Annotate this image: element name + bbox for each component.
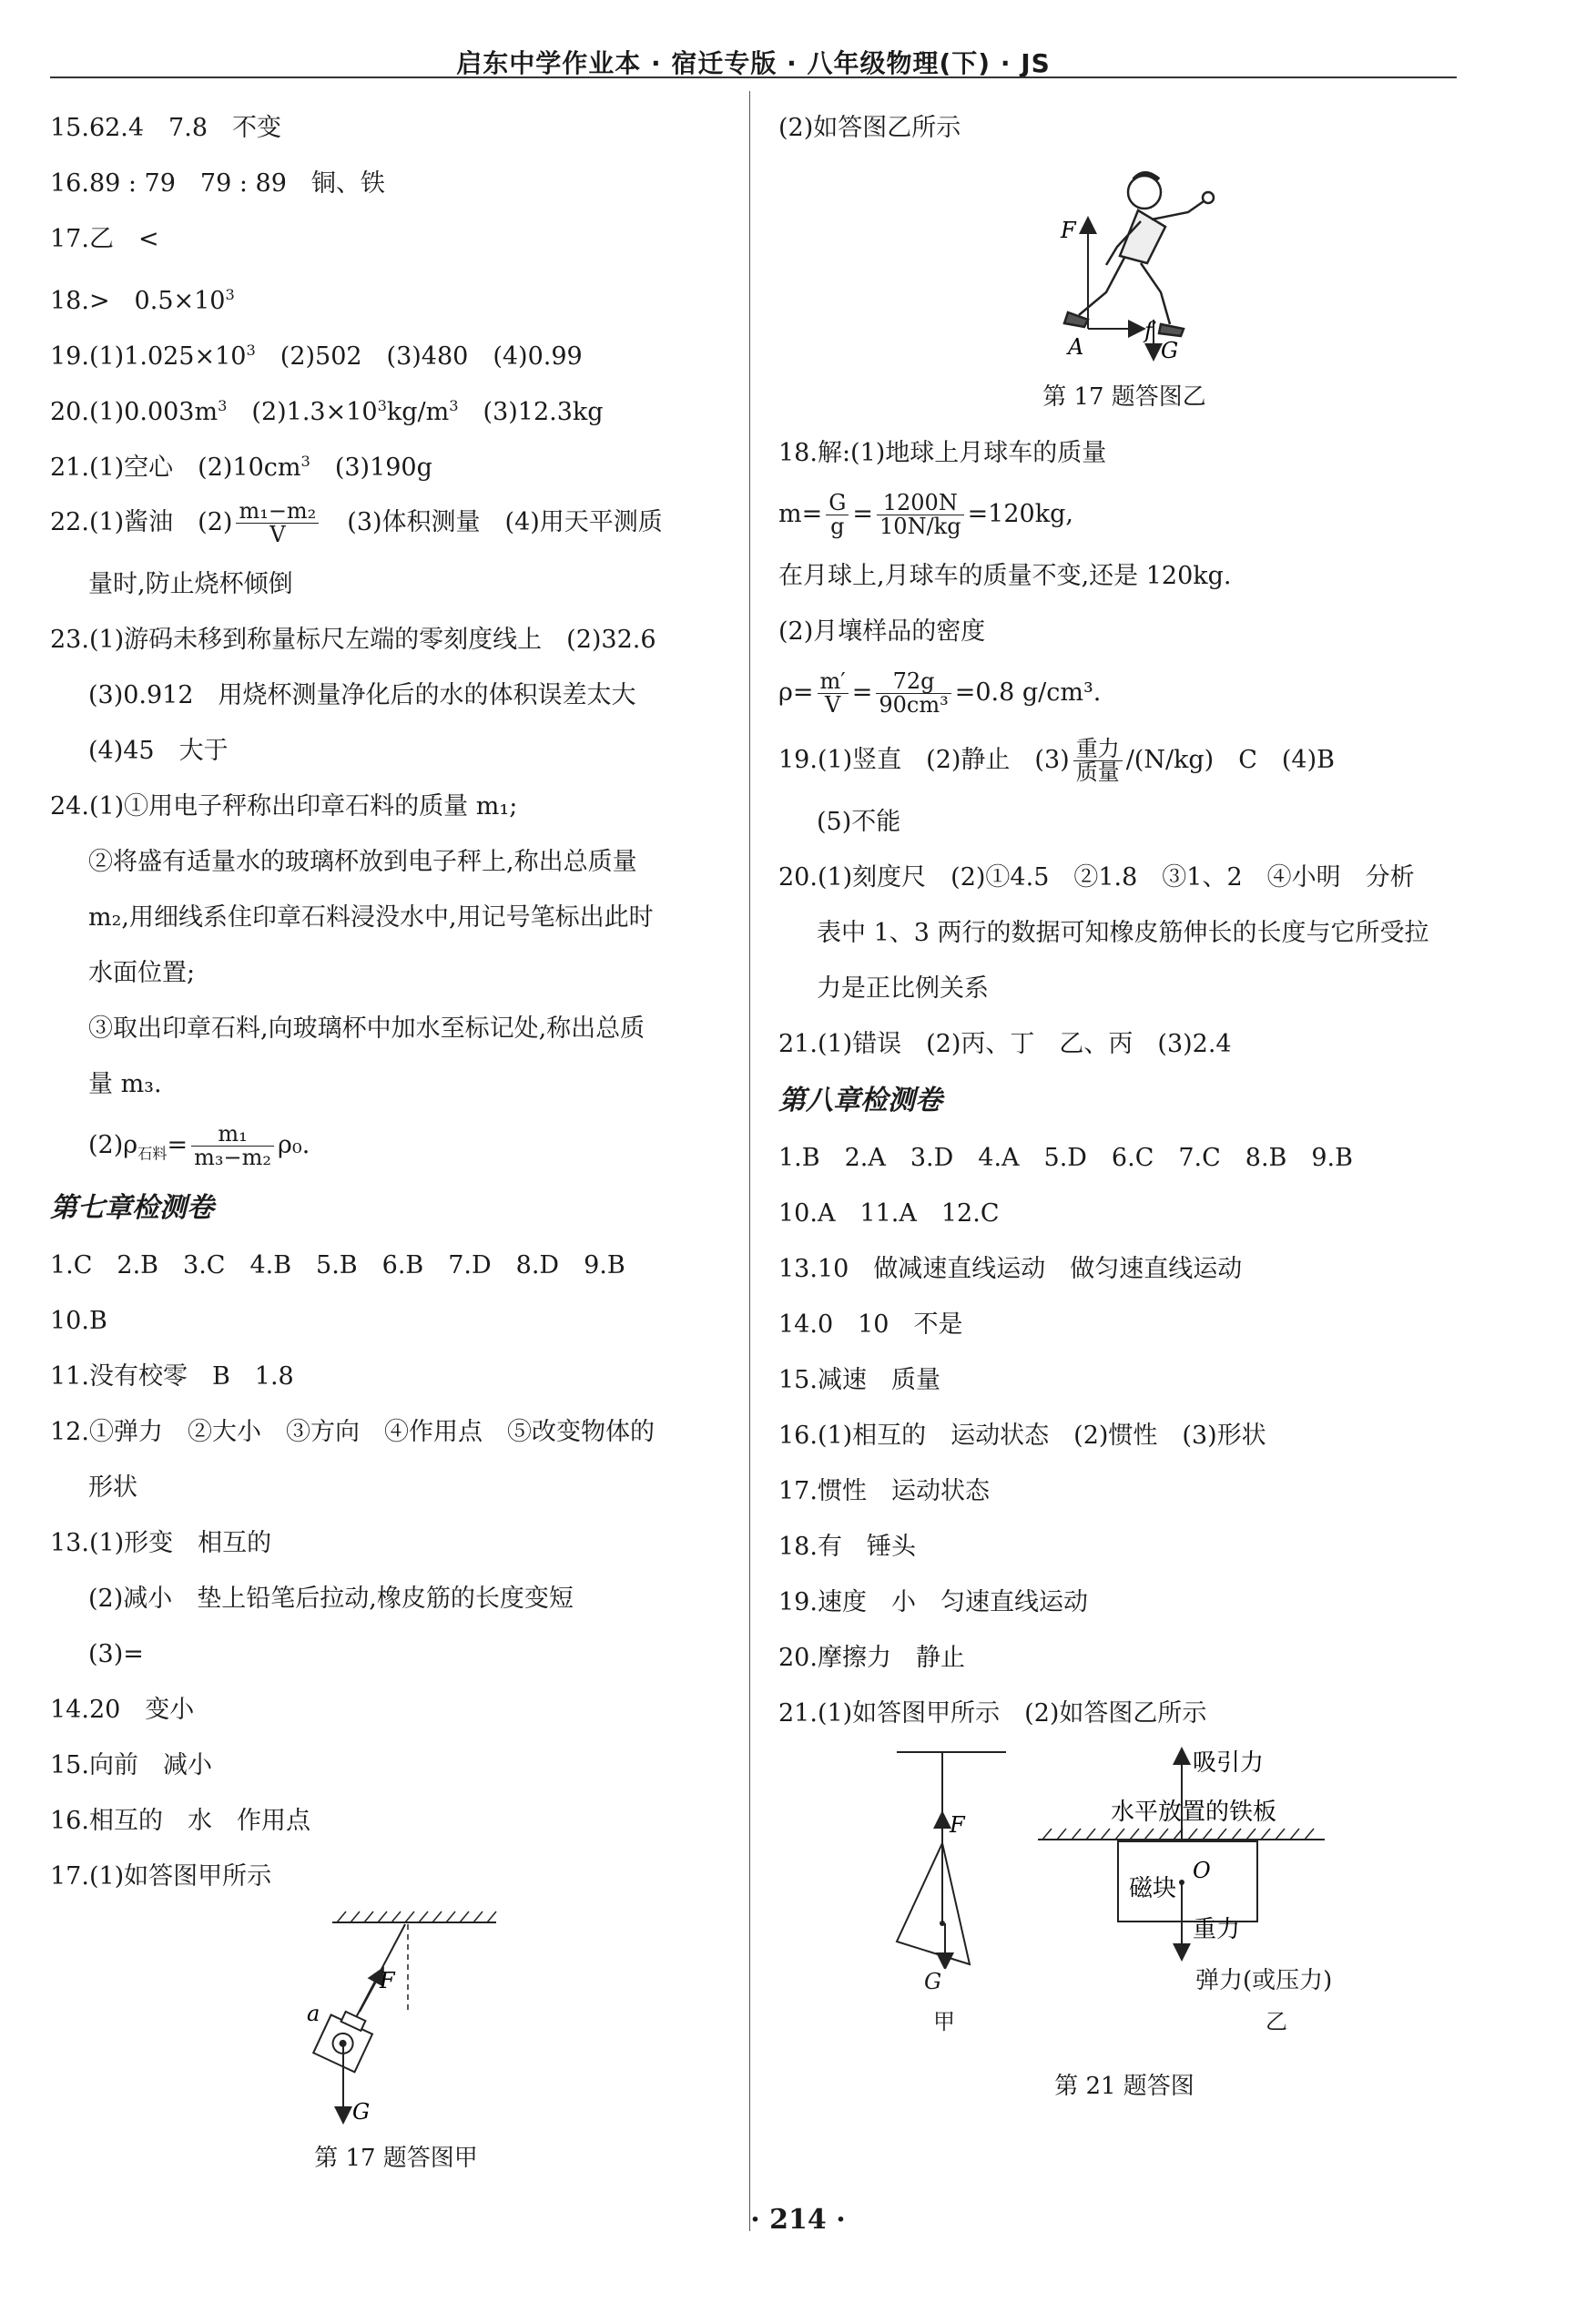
figure-21-caption: 第 21 题答图 [1054, 2073, 1194, 2100]
answer-19 [778, 727, 1470, 794]
answer-22-numerator: m₁−m₂ [236, 500, 319, 524]
density-denominator-2: 90cm³ [879, 692, 949, 718]
answer-21-text: 21.(1)空心 (2)10cm [50, 454, 301, 482]
header-rule [50, 76, 1457, 78]
answer-19-fraction [1073, 735, 1123, 785]
ch8-answer-15: 15.减速 质量 [778, 1366, 940, 1394]
answer-19 [50, 322, 742, 378]
label-A: A [1068, 334, 1084, 360]
answer-19-rest: (2)502 (3)480 (4)0.99 [255, 342, 583, 371]
answer-22-text: 22.(1)酱油 (2) [50, 508, 233, 536]
ch7-choice-1-9: 1.C 2.B 3.C 4.B 5.B 6.B 7.D 8.D 9.B [50, 1251, 625, 1279]
formula-numerator: m₁ [191, 1123, 274, 1147]
answer-19-sup: 3 [246, 341, 256, 359]
ch8-answer-18: 18.有 锤头 [778, 1533, 916, 1561]
page-number: · 214 · [750, 2204, 846, 2236]
answer-16: 16.89 : 79 79 : 89 铜、铁 [50, 169, 385, 198]
label-yi: 乙 [1266, 2009, 1287, 2034]
label-G: G [924, 1969, 942, 1994]
runner-figure [1064, 173, 1214, 336]
ch8-answer-20: 20.摩擦力 静止 [778, 1644, 965, 1672]
label-iron-plate: 水平放置的铁板 [1111, 1799, 1277, 1826]
label-G: G [1161, 338, 1179, 363]
figure-17-yi-diagram [778, 156, 1470, 370]
mass-numerator-1: G [826, 492, 849, 515]
ch8-answer-13: 13.10 做减速直线运动 做匀速直线运动 [778, 1255, 1243, 1283]
mass-numerator-2: 1200N [877, 492, 964, 515]
answer-20-d: (3)12.3kg [458, 398, 604, 426]
ch8-answer-17: 17.惯性 运动状态 [778, 1477, 990, 1505]
triangle-plate [897, 1843, 970, 1964]
page-header: 启东中学作业本 · 宿迁专版 · 八年级物理(下) · JS [456, 48, 1051, 78]
formula-fraction [191, 1120, 274, 1170]
answer-18-mass-formula [778, 481, 1470, 548]
label-elastic: 弹力(或压力) [1195, 1967, 1333, 1994]
ch7-answer-12-line1: 12.①弹力 ②大小 ③方向 ④作用点 ⑤改变物体的 [50, 1418, 655, 1446]
density-numerator-1: m′ [818, 670, 849, 694]
ch7-answer-13-line3: (3)= [88, 1640, 144, 1668]
right-column [778, 100, 1470, 2101]
answer-20-c: kg/m [386, 398, 450, 426]
mass-eq: = [852, 500, 874, 528]
density-fraction-1 [818, 670, 849, 717]
figure-17-jia-diagram [50, 1904, 742, 2132]
answer-17-2: (2)如答图乙所示 [778, 114, 961, 142]
figure-21-diagram [778, 1741, 1470, 1969]
ch7-answer-12-line2: 形状 [88, 1473, 137, 1502]
column-divider [749, 91, 750, 2231]
mass-denominator-1: g [830, 514, 845, 539]
answer-21-rest: (3)190g [310, 454, 432, 482]
answer-22-fraction [236, 497, 319, 547]
ch7-answer-15: 15.向前 减小 [50, 1751, 212, 1779]
mass-fraction-2 [877, 489, 964, 539]
figure-17-yi-caption: 第 17 题答图乙 [1042, 383, 1206, 411]
formula-rest: ρ₀. [278, 1131, 310, 1159]
chapter-7-title: 第七章检测卷 [50, 1192, 214, 1224]
answer-17: 17.乙 < [50, 225, 159, 253]
answer-24-line1: 24.(1)①用电子秤称出印章石料的质量 m₁; [50, 792, 518, 821]
formula-rho: (2)ρ [88, 1131, 138, 1159]
answer-15: 15.62.4 7.8 不变 [50, 114, 281, 142]
figure-17-jia [50, 1904, 742, 2132]
density-numerator-2: 72g [876, 670, 950, 694]
answer-20-line3: 力是正比例关系 [817, 974, 989, 1003]
answer-19-rest: /(N/kg) C (4)B [1125, 746, 1335, 774]
answer-20-sup1: 3 [218, 397, 228, 414]
ch7-answer-14: 14.20 变小 [50, 1696, 195, 1724]
ch7-answer-16: 16.相互的 水 作用点 [50, 1807, 310, 1835]
figure-17-yi [778, 156, 1470, 370]
ch7-answer-11: 11.没有校零 B 1.8 [50, 1362, 294, 1391]
label-a: a [307, 2001, 320, 2026]
label-jia: 甲 [933, 2009, 955, 2034]
answer-24-formula [50, 1112, 742, 1179]
label-O: O [1193, 1858, 1211, 1883]
answer-20 [50, 378, 742, 433]
answer-18-line4: (2)月壤样品的密度 [778, 617, 986, 646]
formula-eq: = [167, 1131, 188, 1159]
ch8-answer-14: 14.0 10 不是 [778, 1310, 963, 1339]
answer-22-cont: 量时,防止烧杯倾倒 [88, 570, 293, 598]
ch8-answer-16: 16.(1)相互的 运动状态 (2)惯性 (3)形状 [778, 1422, 1266, 1450]
answer-20-sup3: 3 [449, 397, 459, 414]
answer-24-line3: m₂,用细线系住印章石料浸没水中,用记号笔标出此时 [88, 903, 654, 932]
answer-20-b: (2)1.3×10 [227, 398, 378, 426]
formula-rho-sub: 石料 [137, 1145, 168, 1163]
left-column [50, 100, 742, 2173]
answer-18-line1: 18.解:(1)地球上月球车的质量 [778, 439, 1107, 467]
ch8-answer-21: 21.(1)如答图甲所示 (2)如答图乙所示 [778, 1699, 1207, 1728]
answer-20-a: 20.(1)0.003m [50, 398, 219, 426]
answer-21-sup: 3 [300, 453, 310, 470]
ch8-answer-19: 19.速度 小 匀速直线运动 [778, 1588, 1088, 1616]
ch7-answer-13-line1: 13.(1)形变 相互的 [50, 1529, 272, 1557]
answer-19-text: 19.(1)竖直 (2)静止 (3) [778, 746, 1070, 774]
answer-24-line4: 水面位置; [88, 959, 196, 987]
label-F: F [380, 1968, 395, 1993]
figure-17-jia-caption: 第 17 题答图甲 [314, 2145, 478, 2172]
figure-21 [778, 1741, 1470, 1969]
answer-21: 21.(1)错误 (2)丙、丁 乙、丙 (3)2.4 [778, 1030, 1232, 1058]
answer-23-line1: 23.(1)游码未移到称量标尺左端的零刻度线上 (2)32.6 [50, 626, 656, 654]
density-result: =0.8 g/cm³. [954, 678, 1102, 707]
answer-18-density-formula [778, 659, 1470, 727]
hanging-object [313, 2006, 376, 2072]
answer-20-line1: 20.(1)刻度尺 (2)①4.5 ②1.8 ③1、2 ④小明 分析 [778, 863, 1415, 892]
answer-23-line3: (4)45 大于 [88, 737, 229, 765]
answer-24-line2: ②将盛有适量水的玻璃杯放到电子秤上,称出总质量 [88, 848, 637, 876]
answer-19-text: 19.(1)1.025×10 [50, 342, 247, 371]
label-magnet: 磁块 [1129, 1875, 1177, 1902]
ch8-choice-10-12: 10.A 11.A 12.C [778, 1199, 1000, 1228]
chapter-8-title: 第八章检测卷 [778, 1085, 942, 1116]
answer-18-text: 18.> 0.5×10 [50, 287, 226, 315]
answer-21 [50, 433, 742, 489]
ch7-answer-17: 17.(1)如答图甲所示 [50, 1862, 272, 1891]
answer-19-numerator: 重力 [1073, 738, 1123, 761]
label-F: F [1061, 218, 1076, 243]
iron-plate-hatch [1042, 1829, 1314, 1840]
label-G: G [352, 2099, 371, 2125]
label-F: F [950, 1812, 965, 1838]
mass-result: =120kg, [967, 500, 1073, 528]
ch8-choice-1-9: 1.B 2.A 3.D 4.A 5.D 6.C 7.C 8.B 9.B [778, 1144, 1353, 1172]
answer-18-line3: 在月球上,月球车的质量不变,还是 120kg. [778, 562, 1232, 590]
mass-fraction-1 [826, 489, 849, 539]
density-fraction-2 [876, 670, 950, 717]
label-gravity: 重力 [1193, 1916, 1241, 1943]
answer-24-line6: 量 m₃. [88, 1070, 162, 1098]
figure-21-lower [778, 1969, 1470, 2060]
density-rho: ρ= [778, 678, 814, 707]
formula-denominator: m₃−m₂ [194, 1145, 271, 1170]
label-f: f [1144, 318, 1153, 343]
answer-22-denominator: V [269, 522, 286, 547]
answer-20-line2: 表中 1、3 两行的数据可知橡皮筋伸长的长度与它所受拉 [817, 919, 1429, 947]
ceiling-hatch [337, 1911, 496, 1922]
ch7-answer-10: 10.B [50, 1307, 107, 1335]
label-attraction: 吸引力 [1193, 1749, 1265, 1777]
ch7-answer-13-line2: (2)减小 垫上铅笔后拉动,橡皮筋的长度变短 [88, 1585, 574, 1613]
answer-19-line2: (5)不能 [817, 808, 901, 836]
answer-18 [50, 267, 742, 322]
mass-denominator-2: 10N/kg [879, 514, 961, 539]
density-eq: = [851, 678, 873, 707]
answer-24-line5: ③取出印章石料,向玻璃杯中加水至标记处,称出总质 [88, 1014, 646, 1043]
answer-23-line2: (3)0.912 用烧杯测量净化后的水的体积误差太大 [88, 681, 636, 709]
mass-m: m= [778, 500, 823, 528]
answer-19-denominator: 质量 [1075, 759, 1120, 785]
answer-20-sup2: 3 [377, 397, 387, 414]
answer-22 [50, 489, 742, 556]
answer-18-sup: 3 [225, 286, 235, 303]
answer-22-rest: (3)体积测量 (4)用天平测质 [322, 508, 663, 536]
density-denominator-1: V [824, 692, 841, 718]
